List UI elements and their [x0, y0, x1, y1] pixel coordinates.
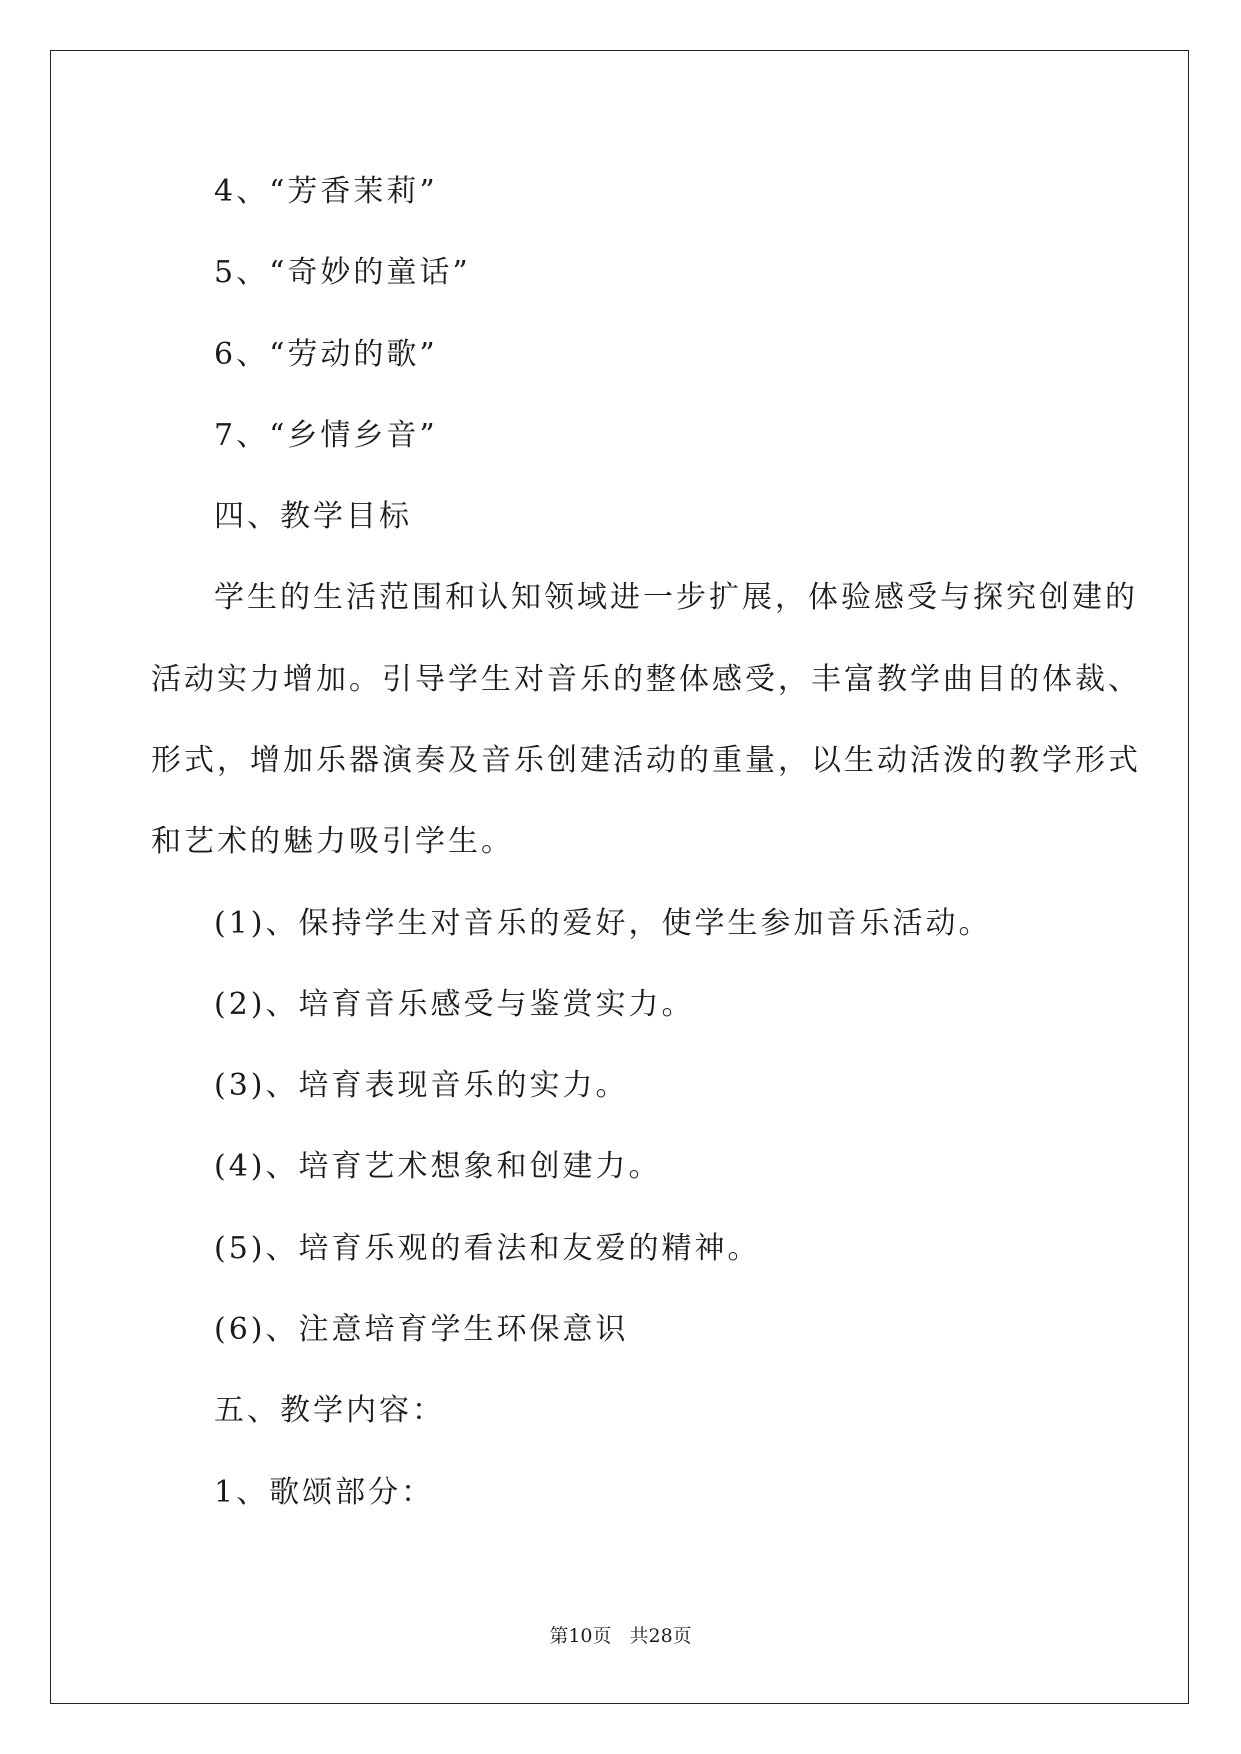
goal-item-2: (2)、培育音乐感受与鉴赏实力。 [214, 987, 695, 1022]
page-number: 第10页 [549, 1625, 612, 1647]
goal-item-1: (1)、保持学生对音乐的爱好，使学生参加音乐活动。 [214, 906, 992, 941]
list-item-5: 5、“奇妙的童话” [214, 255, 471, 290]
paragraph-line: 学生的生活范围和认知领域进一步扩展，体验感受与探究创建的 [214, 580, 1138, 615]
page-footer [0, 1623, 1241, 1649]
paragraph-line: 和艺术的魅力吸引学生。 [151, 824, 514, 859]
paragraph-line: 活动实力增加。引导学生对音乐的整体感受，丰富教学曲目的体裁、 [151, 662, 1141, 697]
page-total: 共28页 [629, 1625, 692, 1647]
section-heading-teaching-content: 五、教学内容： [214, 1393, 445, 1428]
section-heading-teaching-goals: 四、教学目标 [214, 499, 412, 534]
list-item-7: 7、“乡情乡音” [214, 418, 438, 453]
list-item-6: 6、“劳动的歌” [214, 337, 438, 372]
paragraph-line: 形式，增加乐器演奏及音乐创建活动的重量，以生动活泼的教学形式 [151, 743, 1141, 778]
goal-item-6: (6)、注意培育学生环保意识 [214, 1312, 629, 1347]
goal-item-4: (4)、培育艺术想象和创建力。 [214, 1149, 662, 1184]
page-border [50, 50, 1189, 1704]
subsection-heading-singing: 1、歌颂部分： [214, 1475, 435, 1510]
goal-item-5: (5)、培育乐观的看法和友爱的精神。 [214, 1231, 761, 1266]
list-item-4: 4、“芳香茉莉” [214, 174, 438, 209]
goal-item-3: (3)、培育表现音乐的实力。 [214, 1068, 629, 1103]
